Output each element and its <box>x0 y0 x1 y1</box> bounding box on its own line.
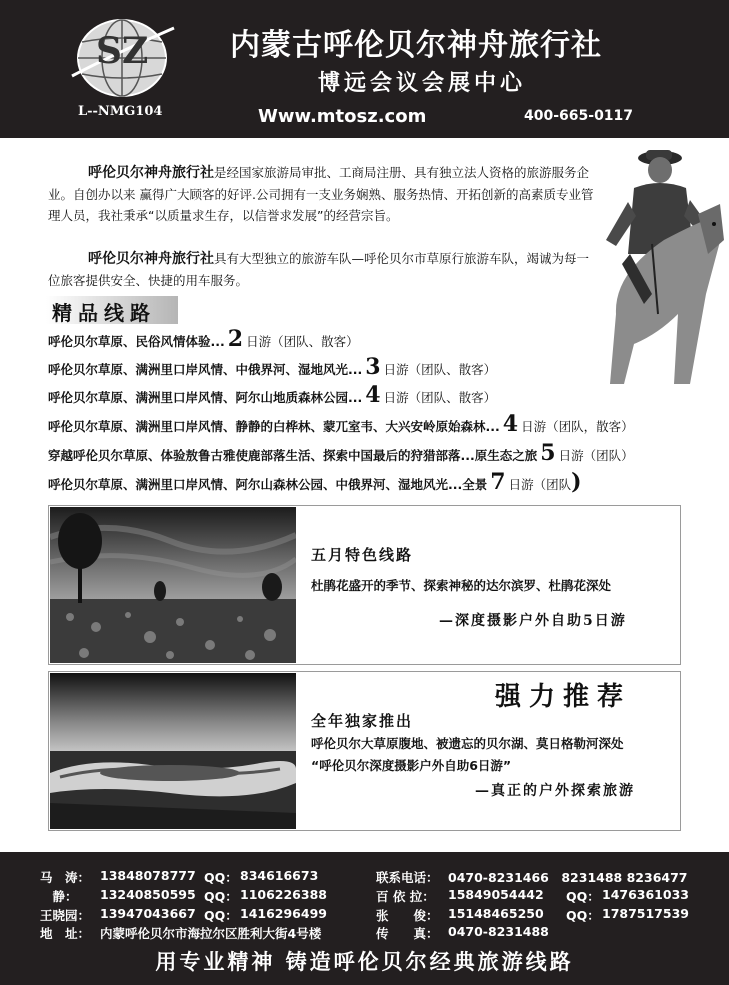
contact-phone[interactable]: 0470-8231466 8231488 8236477 <box>448 870 688 885</box>
qq-label: QQ： <box>204 889 238 904</box>
intro-text: 是经国家旅游局审批、工商局注册、具有独立法人资格的旅游服务企业。自创办以来 赢得广大顾客的好评.公司拥有一支业务娴熟、服务热情、开拓创新的高素质专业管理人员，我社秉承“以质量求生存，以信誉求发展”的经营宗旨。 <box>48 165 594 223</box>
intro-paragraph-1 <box>48 162 600 226</box>
qq-number[interactable]: 1476361033 <box>602 887 689 902</box>
route-days: 2 <box>227 326 244 352</box>
logo-letters: SZ <box>96 30 149 72</box>
contact-phone[interactable]: 13947043667 <box>100 906 196 921</box>
route-item[interactable]: 呼伦贝尔草原、满洲里口岸风情、静静的白桦林、蒙兀室韦、大兴安岭原始森林... 4 日游（团队，散客） <box>48 411 634 437</box>
address-text: 内蒙呼伦贝尔市海拉尔区胜利大街4号楼 <box>100 926 322 941</box>
qq-label: QQ： <box>566 908 600 923</box>
river-lake-photo <box>50 673 296 829</box>
website-link[interactable]: Www.mtosz.com <box>258 106 427 127</box>
recommend-heading: 强力推荐 <box>495 682 632 712</box>
qq-number[interactable]: 1787517539 <box>602 906 689 921</box>
agency-subtitle: 博远会议会展中心 <box>318 70 527 96</box>
contact-phone[interactable]: 13848078777 <box>100 868 196 883</box>
feature-may-route[interactable] <box>48 505 681 665</box>
feature-tagline: —真正的户外探索旅游 <box>475 783 635 799</box>
route-item[interactable]: 呼伦贝尔草原、民俗风情体验... 2 日游（团队、散客） <box>48 326 359 352</box>
grassland-storm-photo <box>50 507 296 663</box>
contact-name: 马 涛： <box>40 870 91 885</box>
contact-name: 张 俊： <box>376 908 439 923</box>
contact-name: 静： <box>40 889 78 904</box>
contact-phone[interactable]: 15849054442 <box>448 887 544 902</box>
qq-number[interactable]: 1416296499 <box>240 906 327 921</box>
contact-phone[interactable]: 15148465250 <box>448 906 544 921</box>
qq-number[interactable]: 834616673 <box>240 868 319 883</box>
feature-tagline: —深度摄影户外自助5日游 <box>439 613 627 629</box>
contact-name: 百 依 拉： <box>376 889 435 904</box>
horse-rider-photo <box>594 144 724 390</box>
route-item[interactable]: 穿越呼伦贝尔草原、体验敖鲁古雅使鹿部落生活、探索中国最后的狩猎部落...原生态之旅 5 日游（团队） <box>48 440 634 466</box>
feature-text: 杜鹃花盛开的季节、探索神秘的达尔滨罗、杜鹃花深处 <box>311 578 612 593</box>
feature-title: 五月特色线路 <box>311 546 414 564</box>
contact-footer <box>0 852 729 985</box>
agency-name: 内蒙古呼伦贝尔神舟旅行社 <box>230 28 602 63</box>
license-code: L--NMG104 <box>78 104 163 119</box>
feature-title: 全年独家推出 <box>311 712 414 730</box>
header-banner <box>0 0 729 138</box>
qq-number[interactable]: 1106226388 <box>240 887 327 902</box>
fax-label: 传 真： <box>376 926 439 941</box>
route-days: 4 <box>365 382 381 408</box>
contact-phone[interactable]: 13240850595 <box>100 887 196 902</box>
qq-label: QQ： <box>566 889 600 904</box>
feature-text: 呼伦贝尔大草原腹地、被遗忘的贝尔湖、莫日格勒河深处 <box>311 736 624 751</box>
address-label: 地 址： <box>40 926 91 941</box>
qq-label: QQ： <box>204 908 238 923</box>
intro-agency-name: 呼伦贝尔神舟旅行社 <box>88 165 214 181</box>
routes-title: 精品线路 <box>52 301 156 325</box>
contact-label: 联系电话： <box>376 870 439 885</box>
footer-slogan: 用专业精神 铸造呼伦贝尔经典旅游线路 <box>155 949 574 974</box>
route-days: 7 <box>490 469 506 495</box>
route-days: 4 <box>502 411 519 437</box>
route-item[interactable]: 呼伦贝尔草原、满洲里口岸风情、阿尔山地质森林公园... 4 日游（团队、散客） <box>48 382 497 408</box>
contact-name: 王晓园： <box>40 908 91 923</box>
feature-exclusive-route[interactable] <box>48 671 681 831</box>
route-days: 3 <box>365 354 381 380</box>
qq-label: QQ： <box>204 870 238 885</box>
intro-agency-name: 呼伦贝尔神舟旅行社 <box>88 251 214 267</box>
route-days: 5 <box>540 440 556 466</box>
feature-text: “呼伦贝尔深度摄影户外自助6日游” <box>311 758 512 773</box>
route-item[interactable]: 呼伦贝尔草原、满洲里口岸风情、阿尔山森林公园、中俄界河、湿地风光...全景 7 日游（团队) <box>48 469 582 495</box>
intro-paragraph-2 <box>48 248 600 291</box>
route-item[interactable]: 呼伦贝尔草原、满洲里口岸风情、中俄界河、湿地风光... 3 日游（团队、散客） <box>48 354 497 380</box>
hotline-number: 400-665-0117 <box>524 108 634 124</box>
fax-number: 0470-8231488 <box>448 924 549 939</box>
intro-text: 具有大型独立的旅游车队—呼伦贝尔市草原行旅游车队，竭诚为每一位旅客提供安全、快捷的用车服务。 <box>48 251 590 288</box>
